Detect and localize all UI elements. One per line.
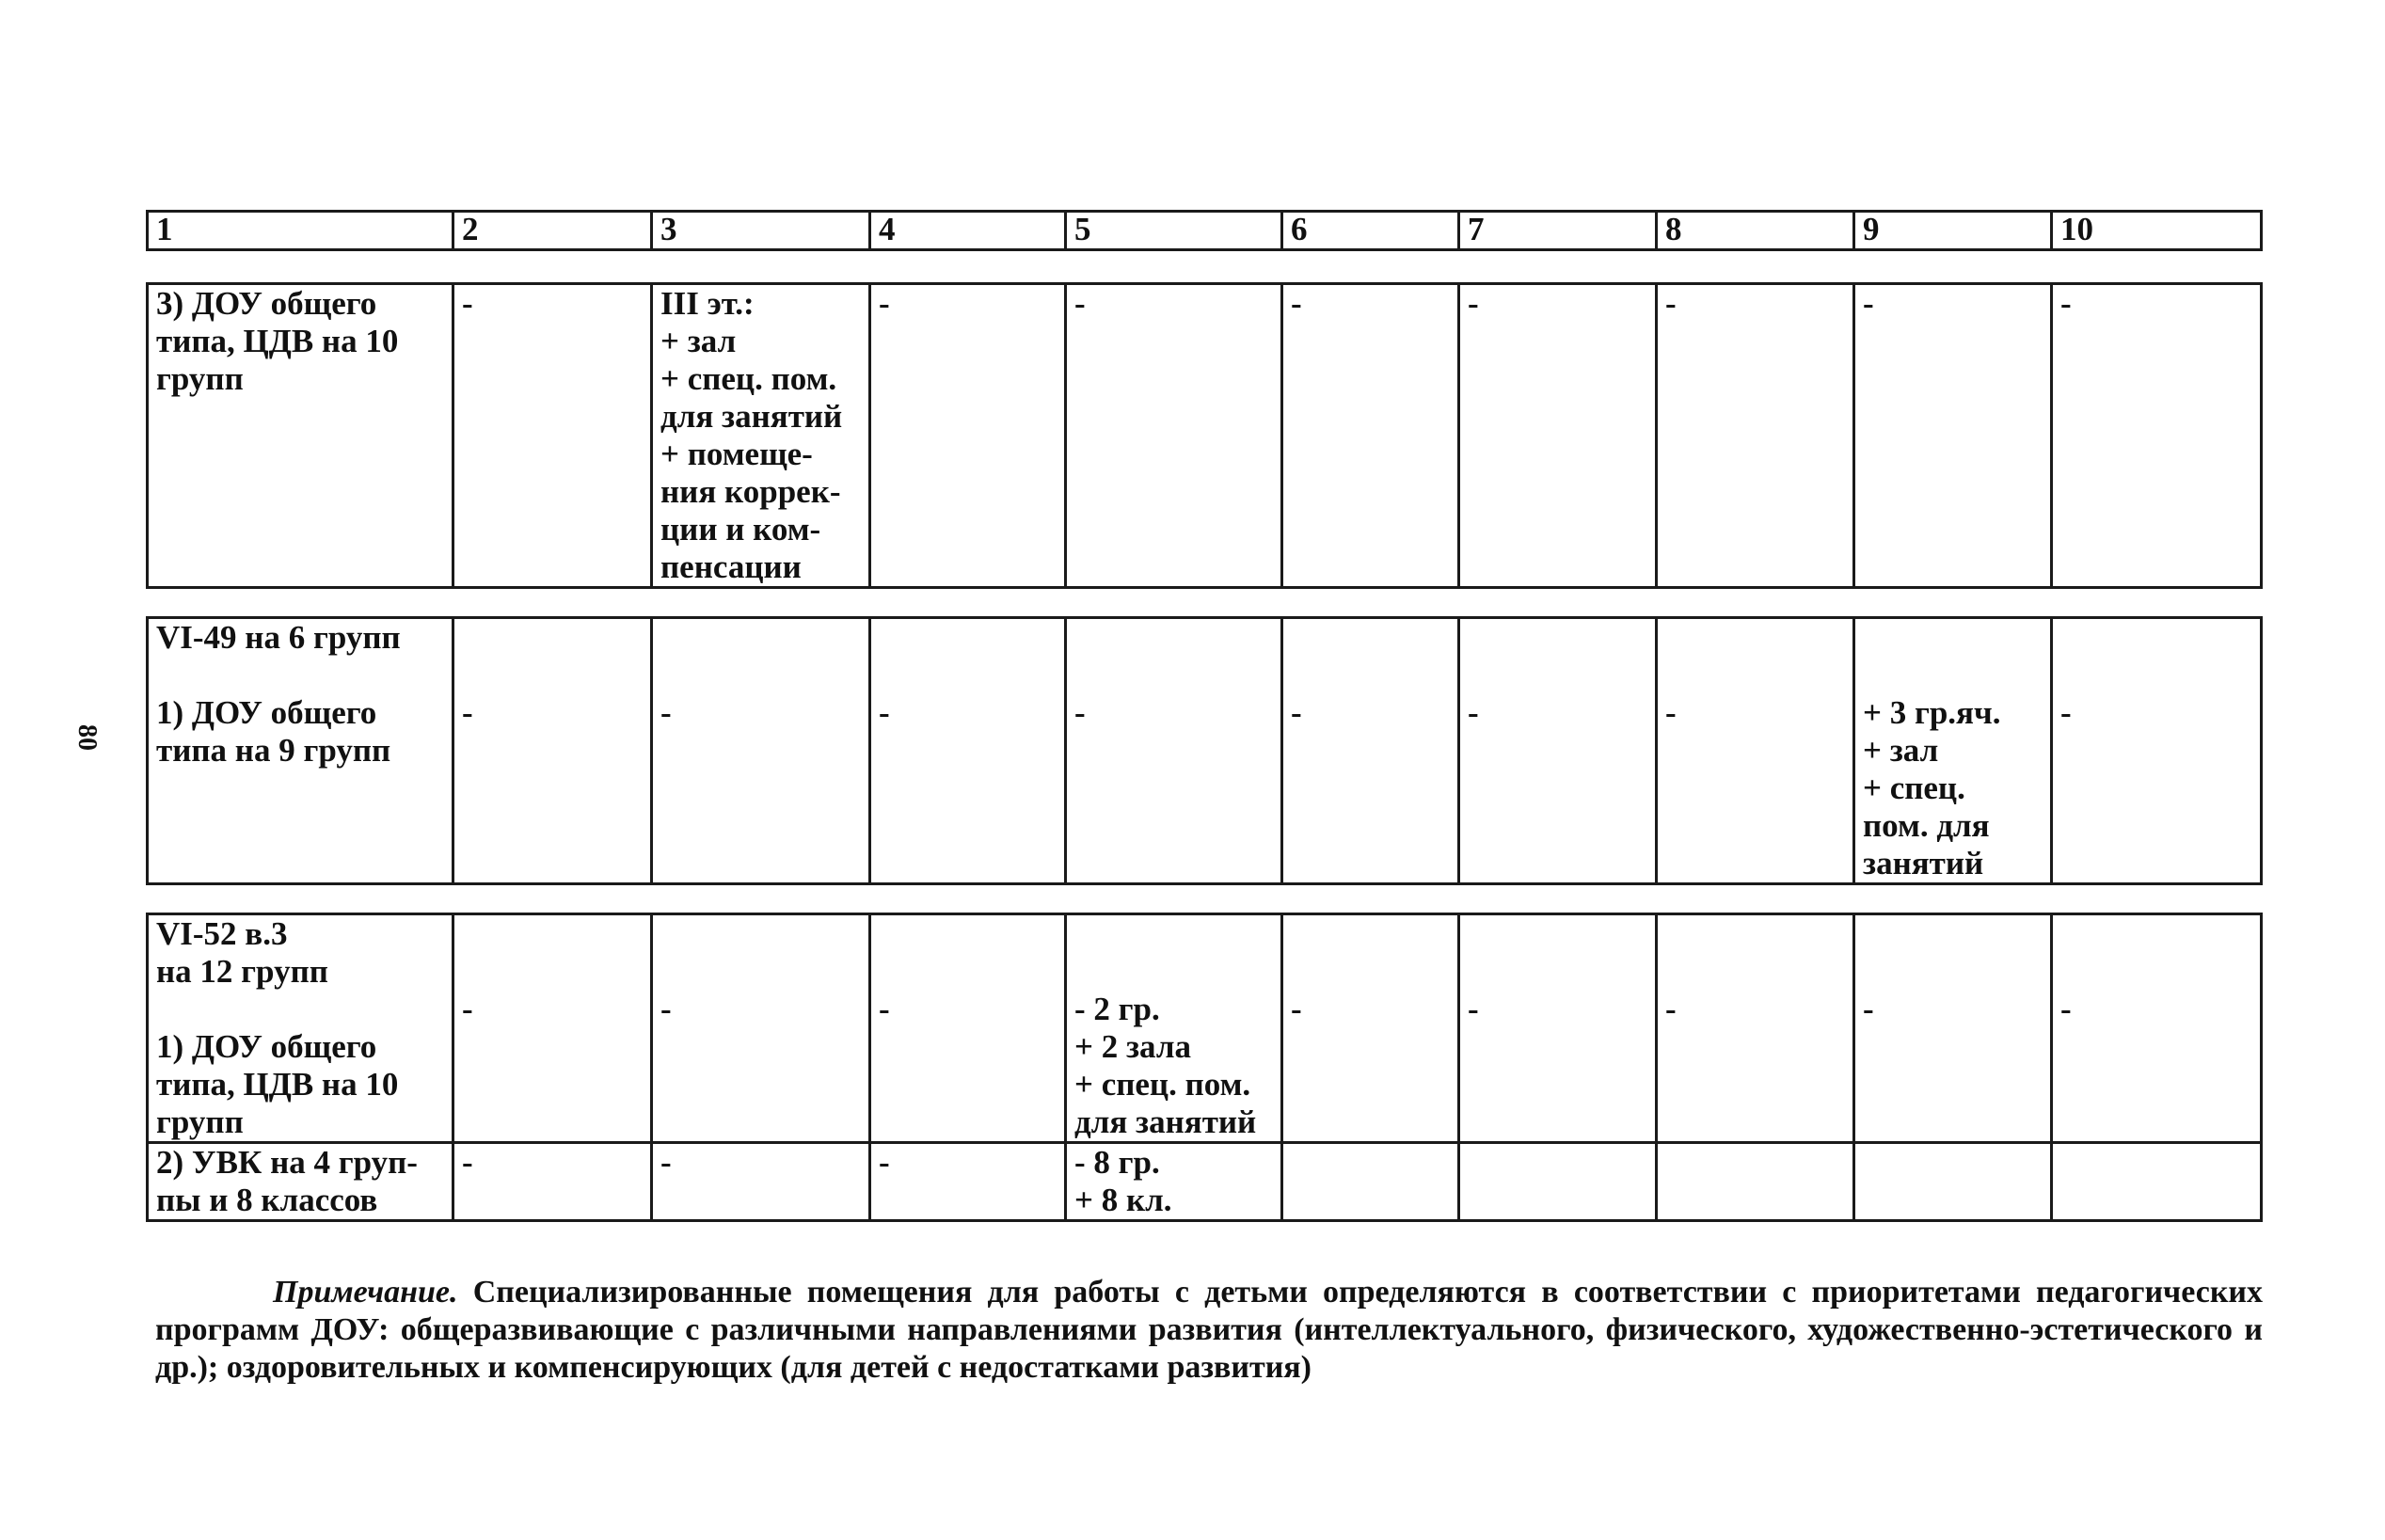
col-header-1: 1 — [148, 212, 453, 250]
col-header-5: 5 — [1066, 212, 1282, 250]
table-cell — [2052, 1143, 2262, 1221]
table-block-2 — [146, 616, 2263, 885]
header-row — [148, 212, 2262, 250]
table-block-1 — [146, 282, 2263, 589]
table-cell: - — [1657, 618, 1854, 884]
table-cell: - — [2052, 284, 2262, 588]
page-number: 80 — [72, 724, 102, 751]
table-cell: - — [652, 914, 870, 1143]
table-cell: - — [652, 618, 870, 884]
table-cell: - — [1066, 618, 1282, 884]
table-cell — [1282, 1143, 1459, 1221]
col-header-9: 9 — [1854, 212, 2052, 250]
table-row — [148, 284, 2262, 588]
table-cell — [1854, 1143, 2052, 1221]
footnote-lead: Примечание. — [273, 1275, 458, 1310]
table-row — [148, 914, 2262, 1143]
table-cell: - — [1854, 914, 2052, 1143]
table-cell: 3) ДОУ общего типа, ЦДВ на 10 групп — [148, 284, 453, 588]
table-cell: VI-49 на 6 групп 1) ДОУ общего типа на 9 групп — [148, 618, 453, 884]
table-cell: - — [1459, 914, 1657, 1143]
table-cell: - — [1854, 284, 2052, 588]
table-cell: - — [453, 618, 652, 884]
col-header-8: 8 — [1657, 212, 1854, 250]
table-cell: - — [453, 1143, 652, 1221]
table-cell: III эт.: + зал + спец. пом. для занятий + помеще- ния коррек- ции и ком- пенсации — [652, 284, 870, 588]
table-cell: - — [652, 1143, 870, 1221]
col-header-3: 3 — [652, 212, 870, 250]
table-cell: - — [1657, 914, 1854, 1143]
col-header-7: 7 — [1459, 212, 1657, 250]
table-cell: VI-52 в.3 на 12 групп 1) ДОУ общего типа, ЦДВ на 10 групп — [148, 914, 453, 1143]
table-cell: - — [1282, 914, 1459, 1143]
table-cell: - — [453, 914, 652, 1143]
col-header-4: 4 — [870, 212, 1066, 250]
table-cell: + 3 гр.яч. + зал + спец. пом. для занятий — [1854, 618, 2052, 884]
column-header-table — [146, 210, 2263, 251]
table-cell — [1459, 1143, 1657, 1221]
footnote — [155, 1274, 2263, 1387]
footnote-text: Специализированные помещения для работы с детьми определяются в соответствии с приоритетами педагогических программ ДОУ: общеразвивающие с различными направлениями развития (интеллектуального, физического, художественно-эстетического и др.); оздоровительных и компенсирующих (для детей с недостатками развития) — [155, 1275, 2263, 1385]
table-cell: - 2 гр. + 2 зала + спец. пом. для занятий — [1066, 914, 1282, 1143]
table-cell: - 8 гр. + 8 кл. — [1066, 1143, 1282, 1221]
table-row — [148, 1143, 2262, 1221]
col-header-2: 2 — [453, 212, 652, 250]
table-cell: 2) УВК на 4 груп- пы и 8 классов — [148, 1143, 453, 1221]
table-cell: - — [1066, 284, 1282, 588]
table-row — [148, 618, 2262, 884]
table-cell: - — [1657, 284, 1854, 588]
table-cell — [1657, 1143, 1854, 1221]
table-cell: - — [870, 618, 1066, 884]
table-cell: - — [870, 914, 1066, 1143]
table-cell: - — [2052, 618, 2262, 884]
table-cell: - — [1282, 618, 1459, 884]
table-cell: - — [1282, 284, 1459, 588]
table-cell: - — [1459, 618, 1657, 884]
table-cell: - — [870, 1143, 1066, 1221]
table-block-3 — [146, 913, 2263, 1222]
table-cell: - — [870, 284, 1066, 588]
table-cell: - — [2052, 914, 2262, 1143]
table-cell: - — [453, 284, 652, 588]
col-header-6: 6 — [1282, 212, 1459, 250]
table-cell: - — [1459, 284, 1657, 588]
col-header-10: 10 — [2052, 212, 2262, 250]
